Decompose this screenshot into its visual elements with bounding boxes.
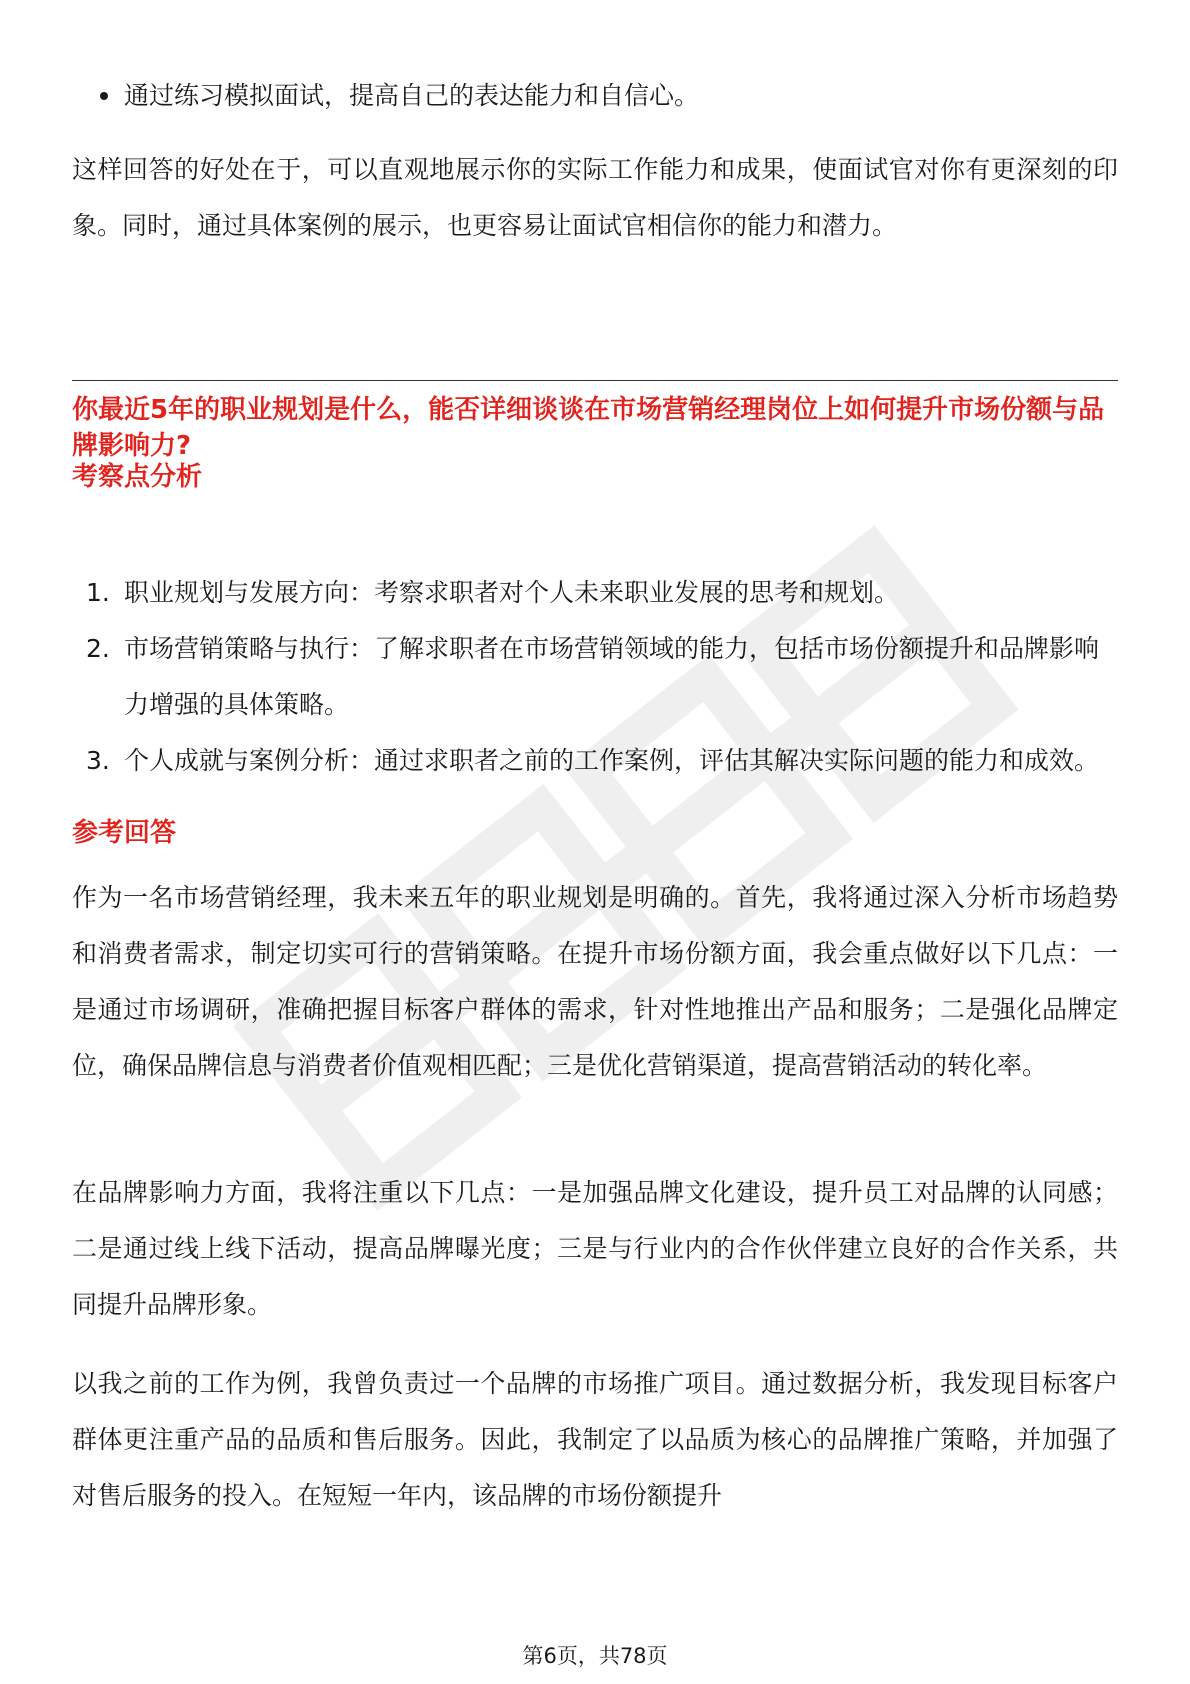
list-item-text: 市场营销策略与执行：了解求职者在市场营销领域的能力，包括市场份额提升和品牌影响力增强的具体策略。 — [124, 634, 1100, 719]
analysis-heading: 考察点分析 — [72, 462, 203, 492]
answer-heading: 参考回答 — [72, 818, 177, 848]
intro-paragraph: 这样回答的好处在于，可以直观地展示你的实际工作能力和成果，使面试官对你有更深刻的印象。同时，通过具体案例的展示，也更容易让面试官相信你的能力和潜力。 — [72, 155, 1118, 240]
list-item — [72, 733, 1118, 789]
answer-paragraph: 在品牌影响力方面，我将注重以下几点：一是加强品牌文化建设，提升员工对品牌的认同感；二是通过线上线下活动，提高品牌曝光度；三是与行业内的合作伙伴建立良好的合作关系，共同提升品牌形象。 — [72, 1178, 1118, 1319]
page-footer: 第6页，共78页 — [522, 1644, 668, 1668]
tips-bullet-list — [72, 72, 699, 119]
answer-paragraph: 以我之前的工作为例，我曾负责过一个品牌的市场推广项目。通过数据分析，我发现目标客户群体更注重产品的品质和售后服务。因此，我制定了以品质为核心的品牌推广策略，并加强了对售后服务的投入。在短短一年内，该品牌的市场份额提升 — [72, 1369, 1118, 1510]
section-divider — [72, 380, 1118, 381]
list-number: 3. — [86, 746, 110, 775]
list-item-text: 通过练习模拟面试，提高自己的表达能力和自信心。 — [124, 81, 700, 110]
list-item — [72, 565, 1118, 621]
list-item — [72, 72, 699, 119]
question-heading: 你最近5年的职业规划是什么，能否详细谈谈在市场营销经理岗位上如何提升市场份额与品牌影响力? — [72, 395, 1105, 461]
list-item-text: 职业规划与发展方向：考察求职者对个人未来职业发展的思考和规划。 — [124, 578, 900, 607]
list-item-text: 个人成就与案例分析：通过求职者之前的工作案例，评估其解决实际问题的能力和成效。 — [124, 746, 1100, 775]
bullet-dot-icon — [100, 92, 108, 100]
list-number: 1. — [86, 578, 110, 607]
list-number: 2. — [86, 634, 110, 663]
list-item — [72, 621, 1118, 733]
analysis-list — [72, 565, 1118, 789]
answer-paragraph: 作为一名市场营销经理，我未来五年的职业规划是明确的。首先，我将通过深入分析市场趋势和消费者需求，制定切实可行的营销策略。在提升市场份额方面，我会重点做好以下几点：一是通过市场调研，准确把握目标客户群体的需求，针对性地推出产品和服务；二是强化品牌定位，确保品牌信息与消费者价值观相匹配；三是优化营销渠道，提高营销活动的转化率。 — [72, 883, 1118, 1080]
